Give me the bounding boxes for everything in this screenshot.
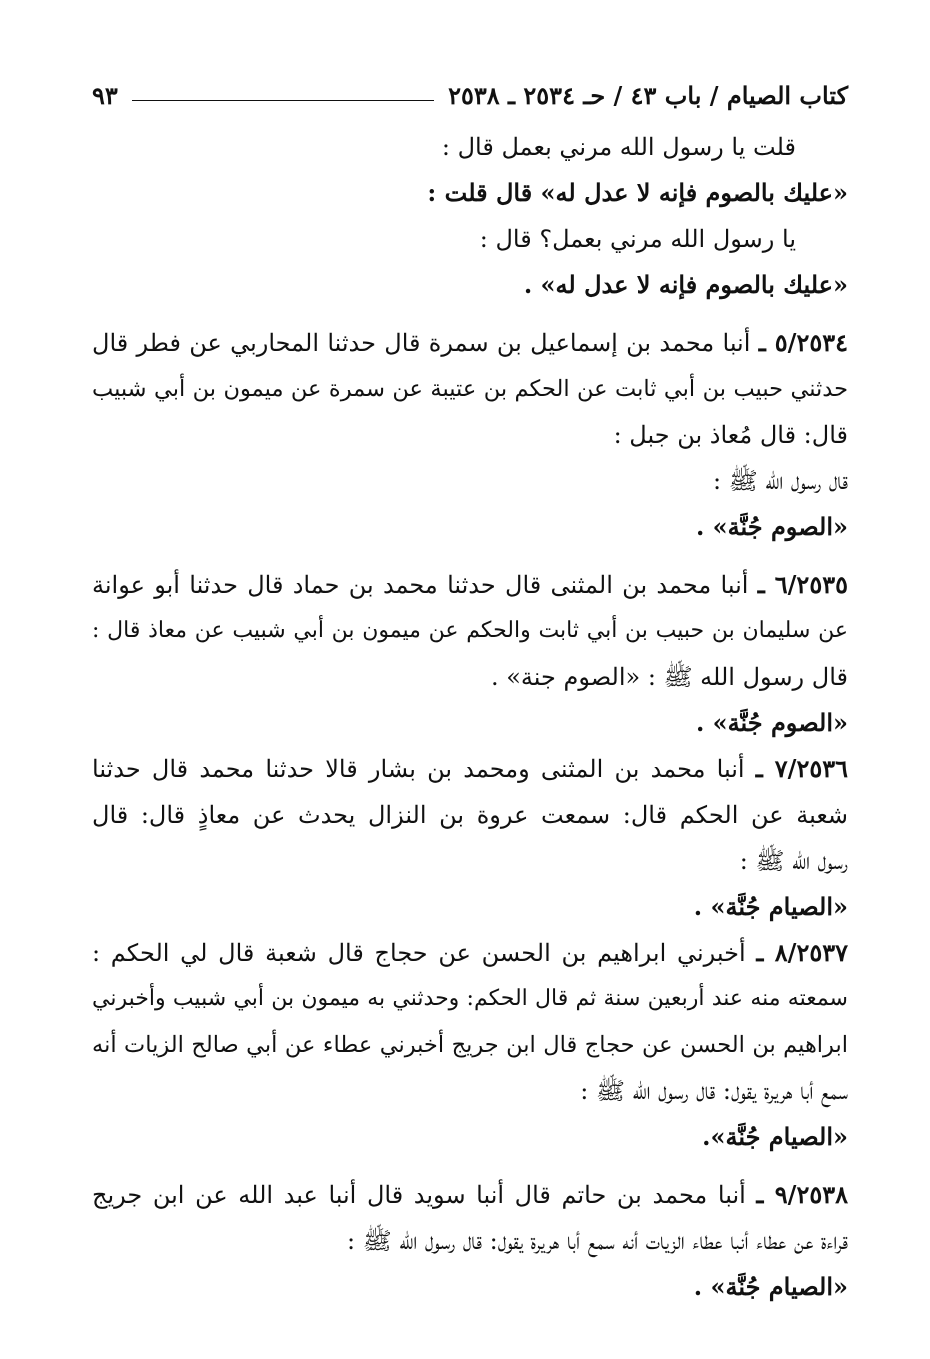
text-line: حدثني حبيب بن أبي ثابت عن الحكم بن عتيبة عن سمرة عن ميمون بن أبي شبيب (92, 376, 848, 402)
page-number: ٩٣ (92, 81, 118, 110)
hadith-first-line (92, 320, 848, 366)
hadith-number: ٥/٢٥٣٤ ـ (758, 328, 848, 357)
text-line: شعبة عن الحكم قال: سمعت عروة بن النزال يحدث عن معاذٍ قال: قال (92, 801, 848, 829)
text-line: قال: قال مُعاذ بن جبل : (613, 421, 848, 449)
hadith-text: أنبا محمد بن المثنى ومحمد بن بشار قالا حدثنا محمد قال حدثنا (92, 755, 745, 783)
header-rule (132, 100, 434, 101)
hadith-2534 (92, 320, 848, 550)
text-line: قلت يا رسول الله مرني بعمل قال : (441, 133, 796, 161)
hadith-number: ٧/٢٥٣٦ ـ (755, 754, 848, 783)
hadith-first-line (92, 562, 848, 608)
text-line: قال رسول الله ﷺ : (713, 467, 848, 495)
hadith-number: ٦/٢٥٣٥ ـ (757, 570, 848, 599)
quote-line: «عليك بالصوم فإنه لا عدل له» قال قلت : (427, 178, 848, 207)
intro-passage (92, 124, 848, 308)
text-line: قال رسول الله ﷺ : «الصوم جنة» . (490, 663, 848, 691)
quote-line: «الصوم جُنَّة» . (695, 512, 848, 541)
quote-line: «الصوم جُنَّة» . (695, 708, 848, 737)
hadith-number: ٩/٢٥٣٨ ـ (756, 1180, 848, 1209)
quote-line: «الصيام جُنَّة». (702, 1122, 848, 1151)
hadith-2537 (92, 930, 848, 1160)
text-line: سمع أبا هريرة يقول: قال رسول الله ﷺ : (580, 1077, 848, 1105)
hadith-first-line (92, 930, 848, 976)
hadith-text: أنبا محمد بن حاتم قال أنبا سويد قال أنبا عبد الله عن ابن جريج (92, 1181, 746, 1209)
quote-line: «الصيام جُنَّة» . (693, 1272, 848, 1301)
text-line: ابراهيم بن الحسن عن حجاج قال ابن جريج أخبرني عطاء عن أبي صالح الزيات أنه (92, 1032, 848, 1058)
hadith-text: أخبرني ابراهيم بن الحسن عن حجاج قال شعبة قال لي الحكم : (92, 939, 746, 967)
hadith-first-line (92, 1172, 848, 1218)
quote-line: «عليك بالصوم فإنه لا عدل له» . (523, 270, 848, 299)
page-content (92, 124, 848, 1310)
quote-line: «الصيام جُنَّة» . (693, 892, 848, 921)
running-title: كتاب الصيام / باب ٤٣ / حـ ٢٥٣٤ ـ ٢٥٣٨ (448, 81, 848, 110)
hadith-2536 (92, 746, 848, 930)
hadith-number: ٨/٢٥٣٧ ـ (756, 938, 848, 967)
hadith-2538 (92, 1172, 848, 1310)
hadith-first-line (92, 746, 848, 792)
running-header (92, 70, 848, 110)
hadith-text: أنبا محمد بن المثنى قال حدثنا محمد بن حماد قال حدثنا أبو عوانة (92, 571, 749, 599)
text-line: قراءة عن عطاء أنبا عطاء الزيات أنه سمع أبا هريرة يقول: قال رسول الله ﷺ : (347, 1227, 848, 1255)
hadith-text: أنبا محمد بن إسماعيل بن سمرة قال حدثنا المحاربي عن فطر قال (92, 329, 751, 357)
text-line: يا رسول الله مرني بعمل؟ قال : (479, 225, 796, 253)
text-line: رسول الله ﷺ : (739, 847, 848, 875)
text-line: عن سليمان بن حبيب بن أبي ثابت والحكم عن ميمون بن أبي شبيب عن معاذ قال : (92, 618, 848, 643)
text-line: سمعته منه عند أربعين سنة ثم قال الحكم: وحدثني به ميمون بن أبي شبيب وأخبرني (92, 986, 848, 1011)
hadith-2535 (92, 562, 848, 746)
